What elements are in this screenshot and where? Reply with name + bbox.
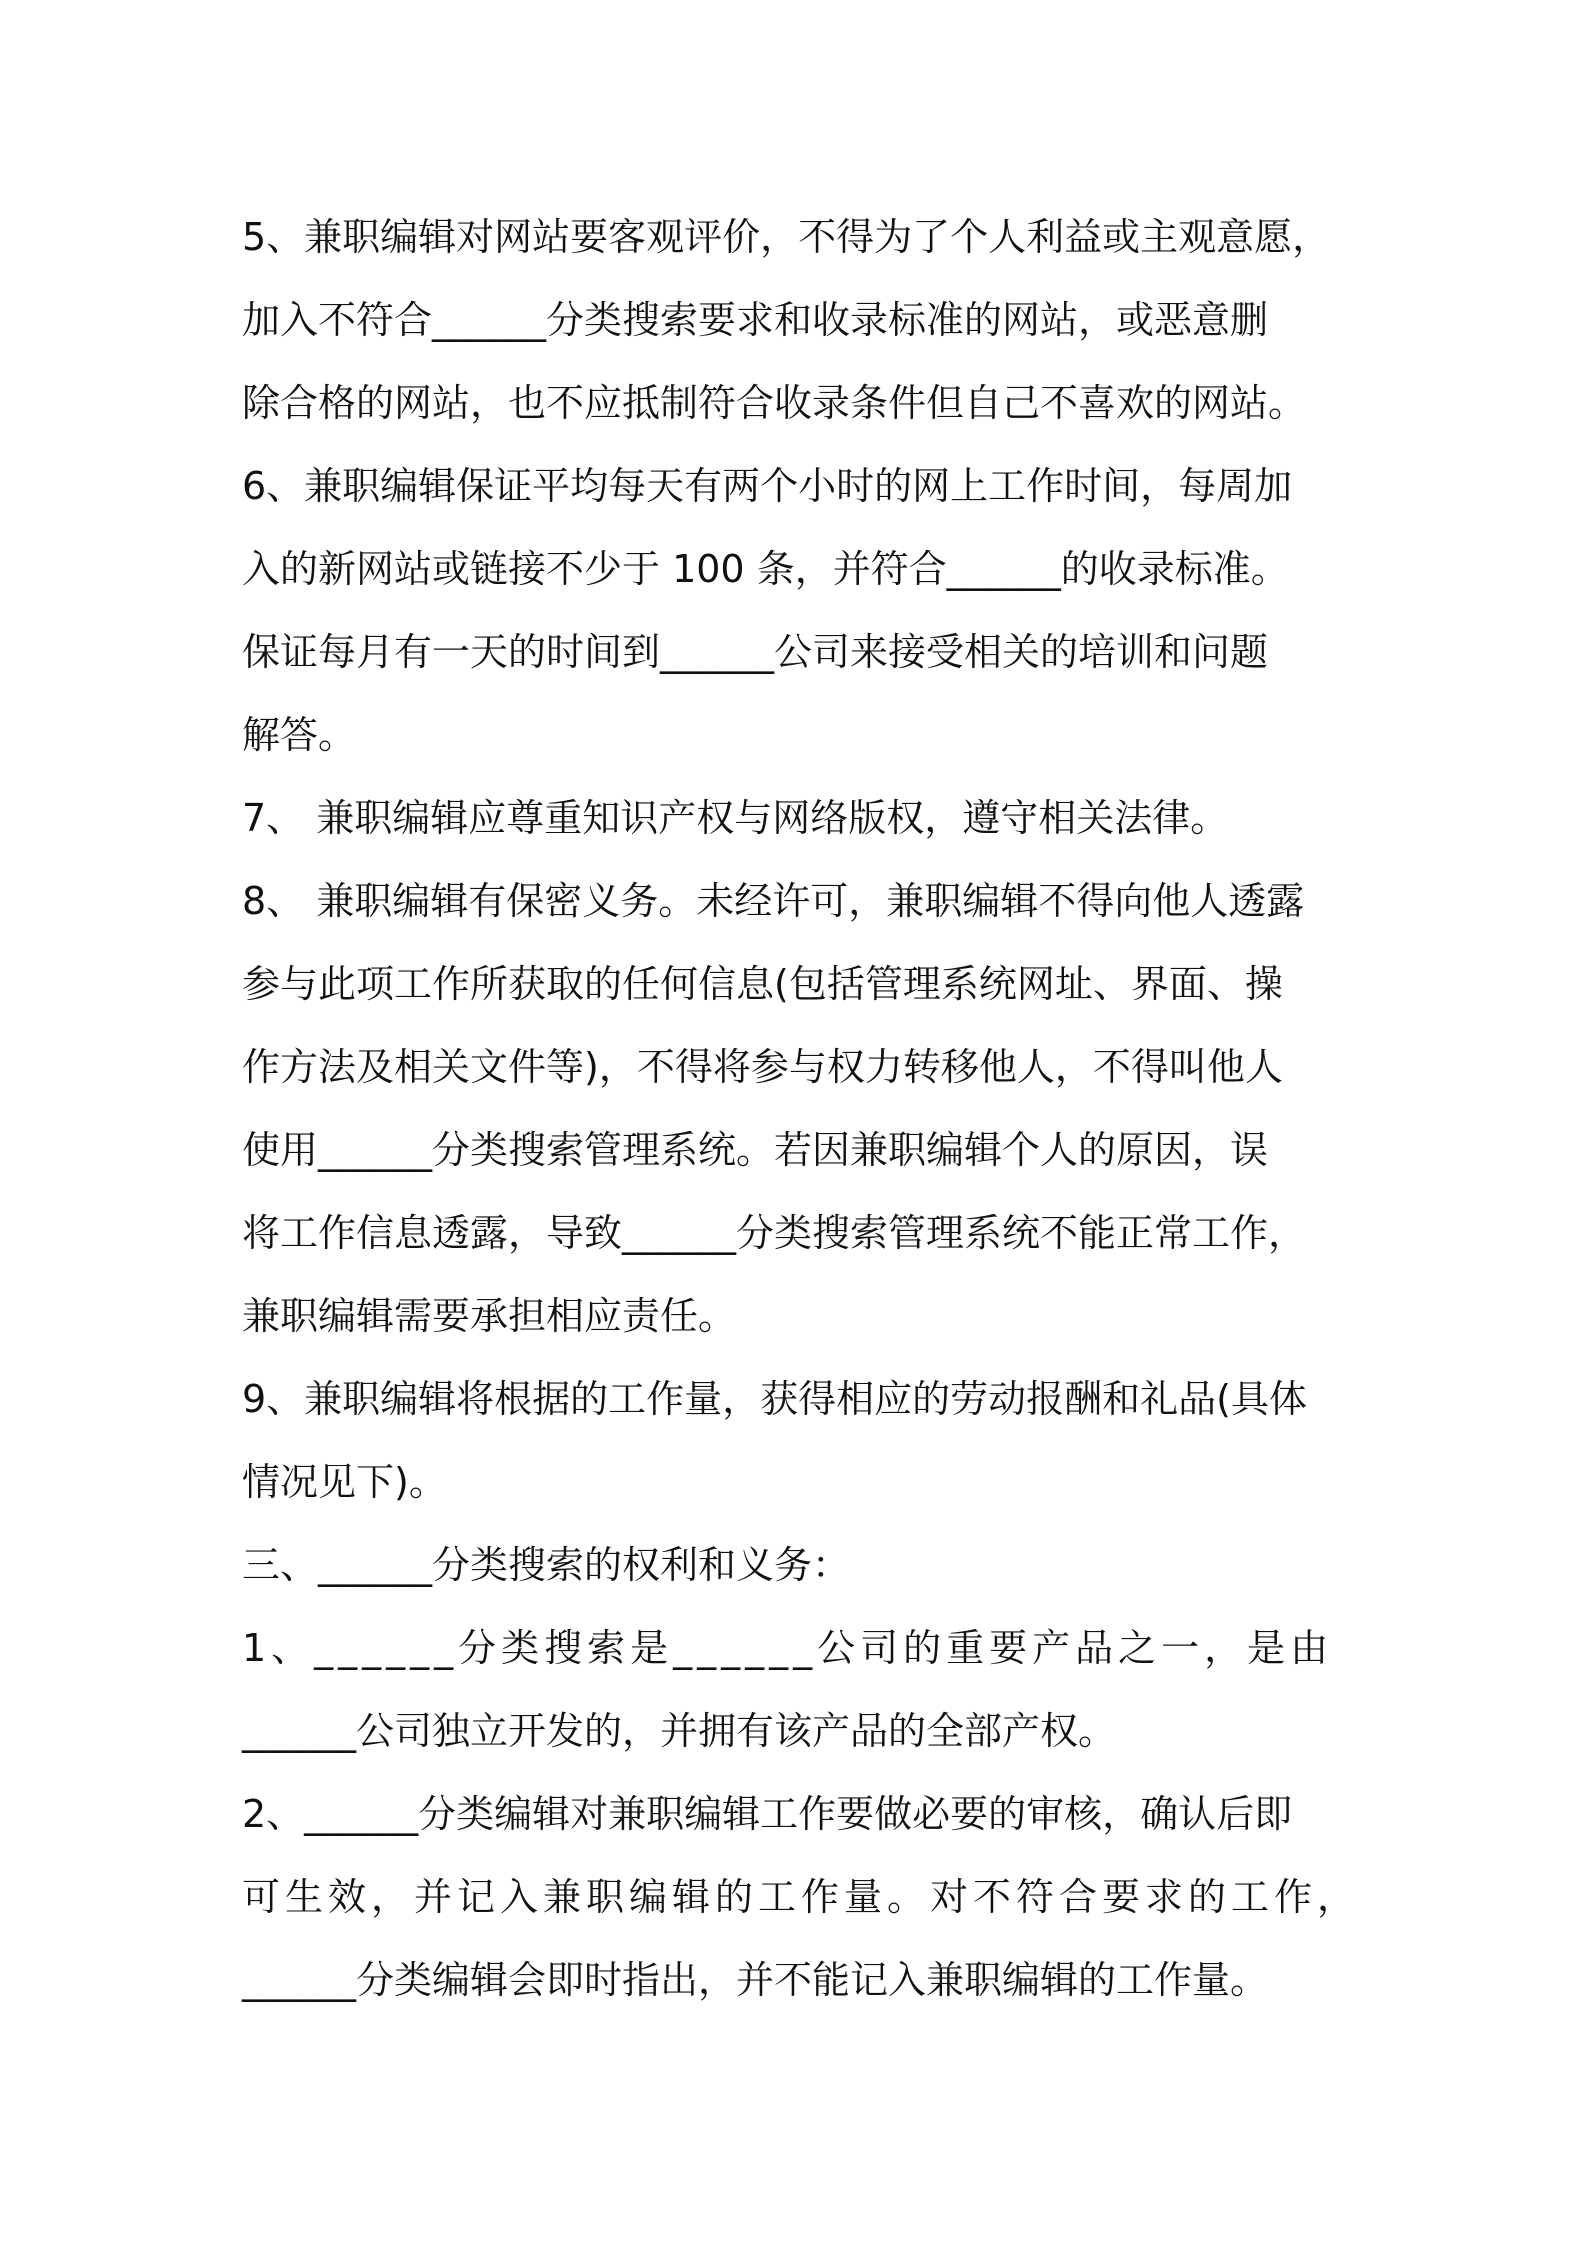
text-line: 9、兼职编辑将根据的工作量，获得相应的劳动报酬和礼品(具体 — [242, 1377, 1308, 1421]
text-line: ______公司独立开发的，并拥有该产品的全部产权。 — [242, 1709, 1117, 1753]
text-line: 参与此项工作所获取的任何信息(包括管理系统网址、界面、操 — [242, 962, 1283, 1006]
text-line: 可生效，并记入兼职编辑的工作量。对不符合要求的工作， — [242, 1875, 1361, 1919]
text-line: 解答。 — [242, 713, 357, 757]
text-line: 入的新网站或链接不少于 100 条，并符合______的收录标准。 — [242, 547, 1289, 591]
text-line: 加入不符合______分类搜索要求和收录标准的网站，或恶意删 — [242, 298, 1269, 342]
text-line: 将工作信息透露，导致______分类搜索管理系统不能正常工作， — [242, 1211, 1307, 1255]
text-line: 5、兼职编辑对网站要客观评价，不得为了个人利益或主观意愿， — [242, 215, 1331, 259]
text-line: 兼职编辑需要承担相应责任。 — [242, 1294, 737, 1338]
text-line: 6、兼职编辑保证平均每天有两个小时的网上工作时间，每周加 — [242, 464, 1293, 508]
text-line: 情况见下)。 — [242, 1460, 447, 1504]
text-line: 1、______分类搜索是______公司的重要产品之一，是由 — [242, 1626, 1334, 1670]
document-body — [242, 196, 1362, 2022]
text-line: 保证每月有一天的时间到______公司来接受相关的培训和问题 — [242, 630, 1269, 674]
section-heading: 三、______分类搜索的权利和义务： — [242, 1543, 851, 1587]
text-line: ______分类编辑会即时指出，并不能记入兼职编辑的工作量。 — [242, 1958, 1269, 2002]
text-line: 7、 兼职编辑应尊重知识产权与网络版权，遵守相关法律。 — [242, 796, 1229, 840]
text-line: 8、 兼职编辑有保密义务。未经许可，兼职编辑不得向他人透露 — [242, 879, 1305, 923]
text-line: 2、______分类编辑对兼职编辑工作要做必要的审核，确认后即 — [242, 1792, 1293, 1836]
text-line: 作方法及相关文件等)，不得将参与权力转移他人，不得叫他人 — [242, 1045, 1283, 1089]
text-line: 除合格的网站，也不应抵制符合收录条件但自己不喜欢的网站。 — [242, 381, 1307, 425]
text-line: 使用______分类搜索管理系统。若因兼职编辑个人的原因，误 — [242, 1128, 1269, 1172]
